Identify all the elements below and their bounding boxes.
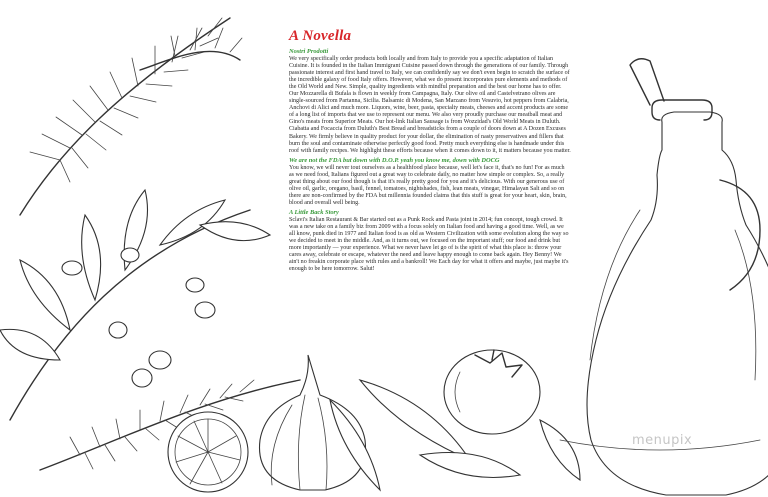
section-heading: A Little Back Story <box>289 208 339 216</box>
section-paragraph: You know, we will never tout ourselves as a healthfood place because, well let's face it, that's no fun! For as much as we need food, Italians figured out a great way to celebrate daily, no matter how simple or complex. So, a really great thing about our food though is that it's really pretty good for you and it's delicious. With our generous use of olive oil, garlic, oregano, basil, fennel, tomatoes, nightshades, fish, lean meats, vinegar, Himalayan Salt and so on there are non-confirmed by the FDA but millennia founded claims that this stuff is great for your heart, skin, brain, blood and overall well being. <box>289 164 567 206</box>
lemon-half <box>168 412 248 492</box>
section-dop-docg <box>289 157 571 207</box>
olive-oil-bottle <box>560 59 768 495</box>
olive-branch <box>0 190 270 420</box>
section-heading: We are not the FDA but down with D.O.P. yeah you know me, down with DOCG <box>289 156 500 164</box>
watermark: menupix <box>632 433 693 448</box>
section-back-story <box>289 209 571 273</box>
section-heading: Nostri Prodotti <box>289 48 329 55</box>
text-column <box>289 28 571 274</box>
rosemary-branch-top <box>20 18 242 215</box>
section-nostri-prodotti <box>289 48 571 155</box>
page-title: A Novella <box>289 28 352 44</box>
section-paragraph: We very specifically order products both locally and from Italy to provide you a specific adaptation of Italian Cuisine. It is founded in the Italian Immigrant Cuisine passed down through the generations of our family. Through passionate interest and first hand travel to Italy, we can confidently say we don't even begin to scratch the surface of the incredible galaxy of food Italy offers. However, what we do present incorporates pure elements and methods of the Old World and New. Simple, quality ingredients with mindful preparation and the best our home has to offer. Our Mozzarella di Bufala is flown in weekly from Campagna, Italy. Our olive oil and Castelvetrano olives are single-sourced from Partanna, Sicilia. Balsamic di Modena, San Marzano from Vesuvio, hot peppers from Calabria, Anchovi di Alici and much more. Liquors, wine, beer, pasta, specialty meats, cheeses and accent products are some of a long list of imports that we use to represent our menu. We also very proudly purchase our meatball meat and Gino's meats from Superior Meats. Our hot-link Italian Sausage is from Wozzidad's Old World Meats in Duluth. Ciabatta and Focaccia from Duluth's Best Bread and breadsticks from a couple of doors down at A Dozen Excuses Bakery. We firmly believe in quality product for your dollar, the elimination of nasty preservatives and fillers that burn the soul and contaminate otherwise perfectly good food. Pretty much everything else is handmade under this roof with family recipes. We highlight these efforts because when it comes down to it, it matters because you matter. <box>289 56 571 154</box>
tomato <box>444 350 540 434</box>
section-paragraph: Sclavi's Italian Restaurant & Bar started out as a Punk Rock and Pasta joint in 2014; fun concept, tough crowd. It was a new take on a family biz from 2009 with a focus solely on Italian food and having a good time. Well, as we all know, punk died in 1977 and Italian food is as old as Western Civilization with some evolution along the way so we decided to meet in the middle. And, as it turns out, we focused on the important stuff; our food and drink but more importantly — your experience. What we never have let go of is the spirit of what this place is: throw your cares away, celebrate or escape, whatever the need and leave happy enough to come back again. Hey Benny! We ain't no freakin corporate place with rules and a bankroll! We Each day for what it offers and maybe, just maybe it's enough to be here tomorrow. Salut! <box>289 216 569 273</box>
